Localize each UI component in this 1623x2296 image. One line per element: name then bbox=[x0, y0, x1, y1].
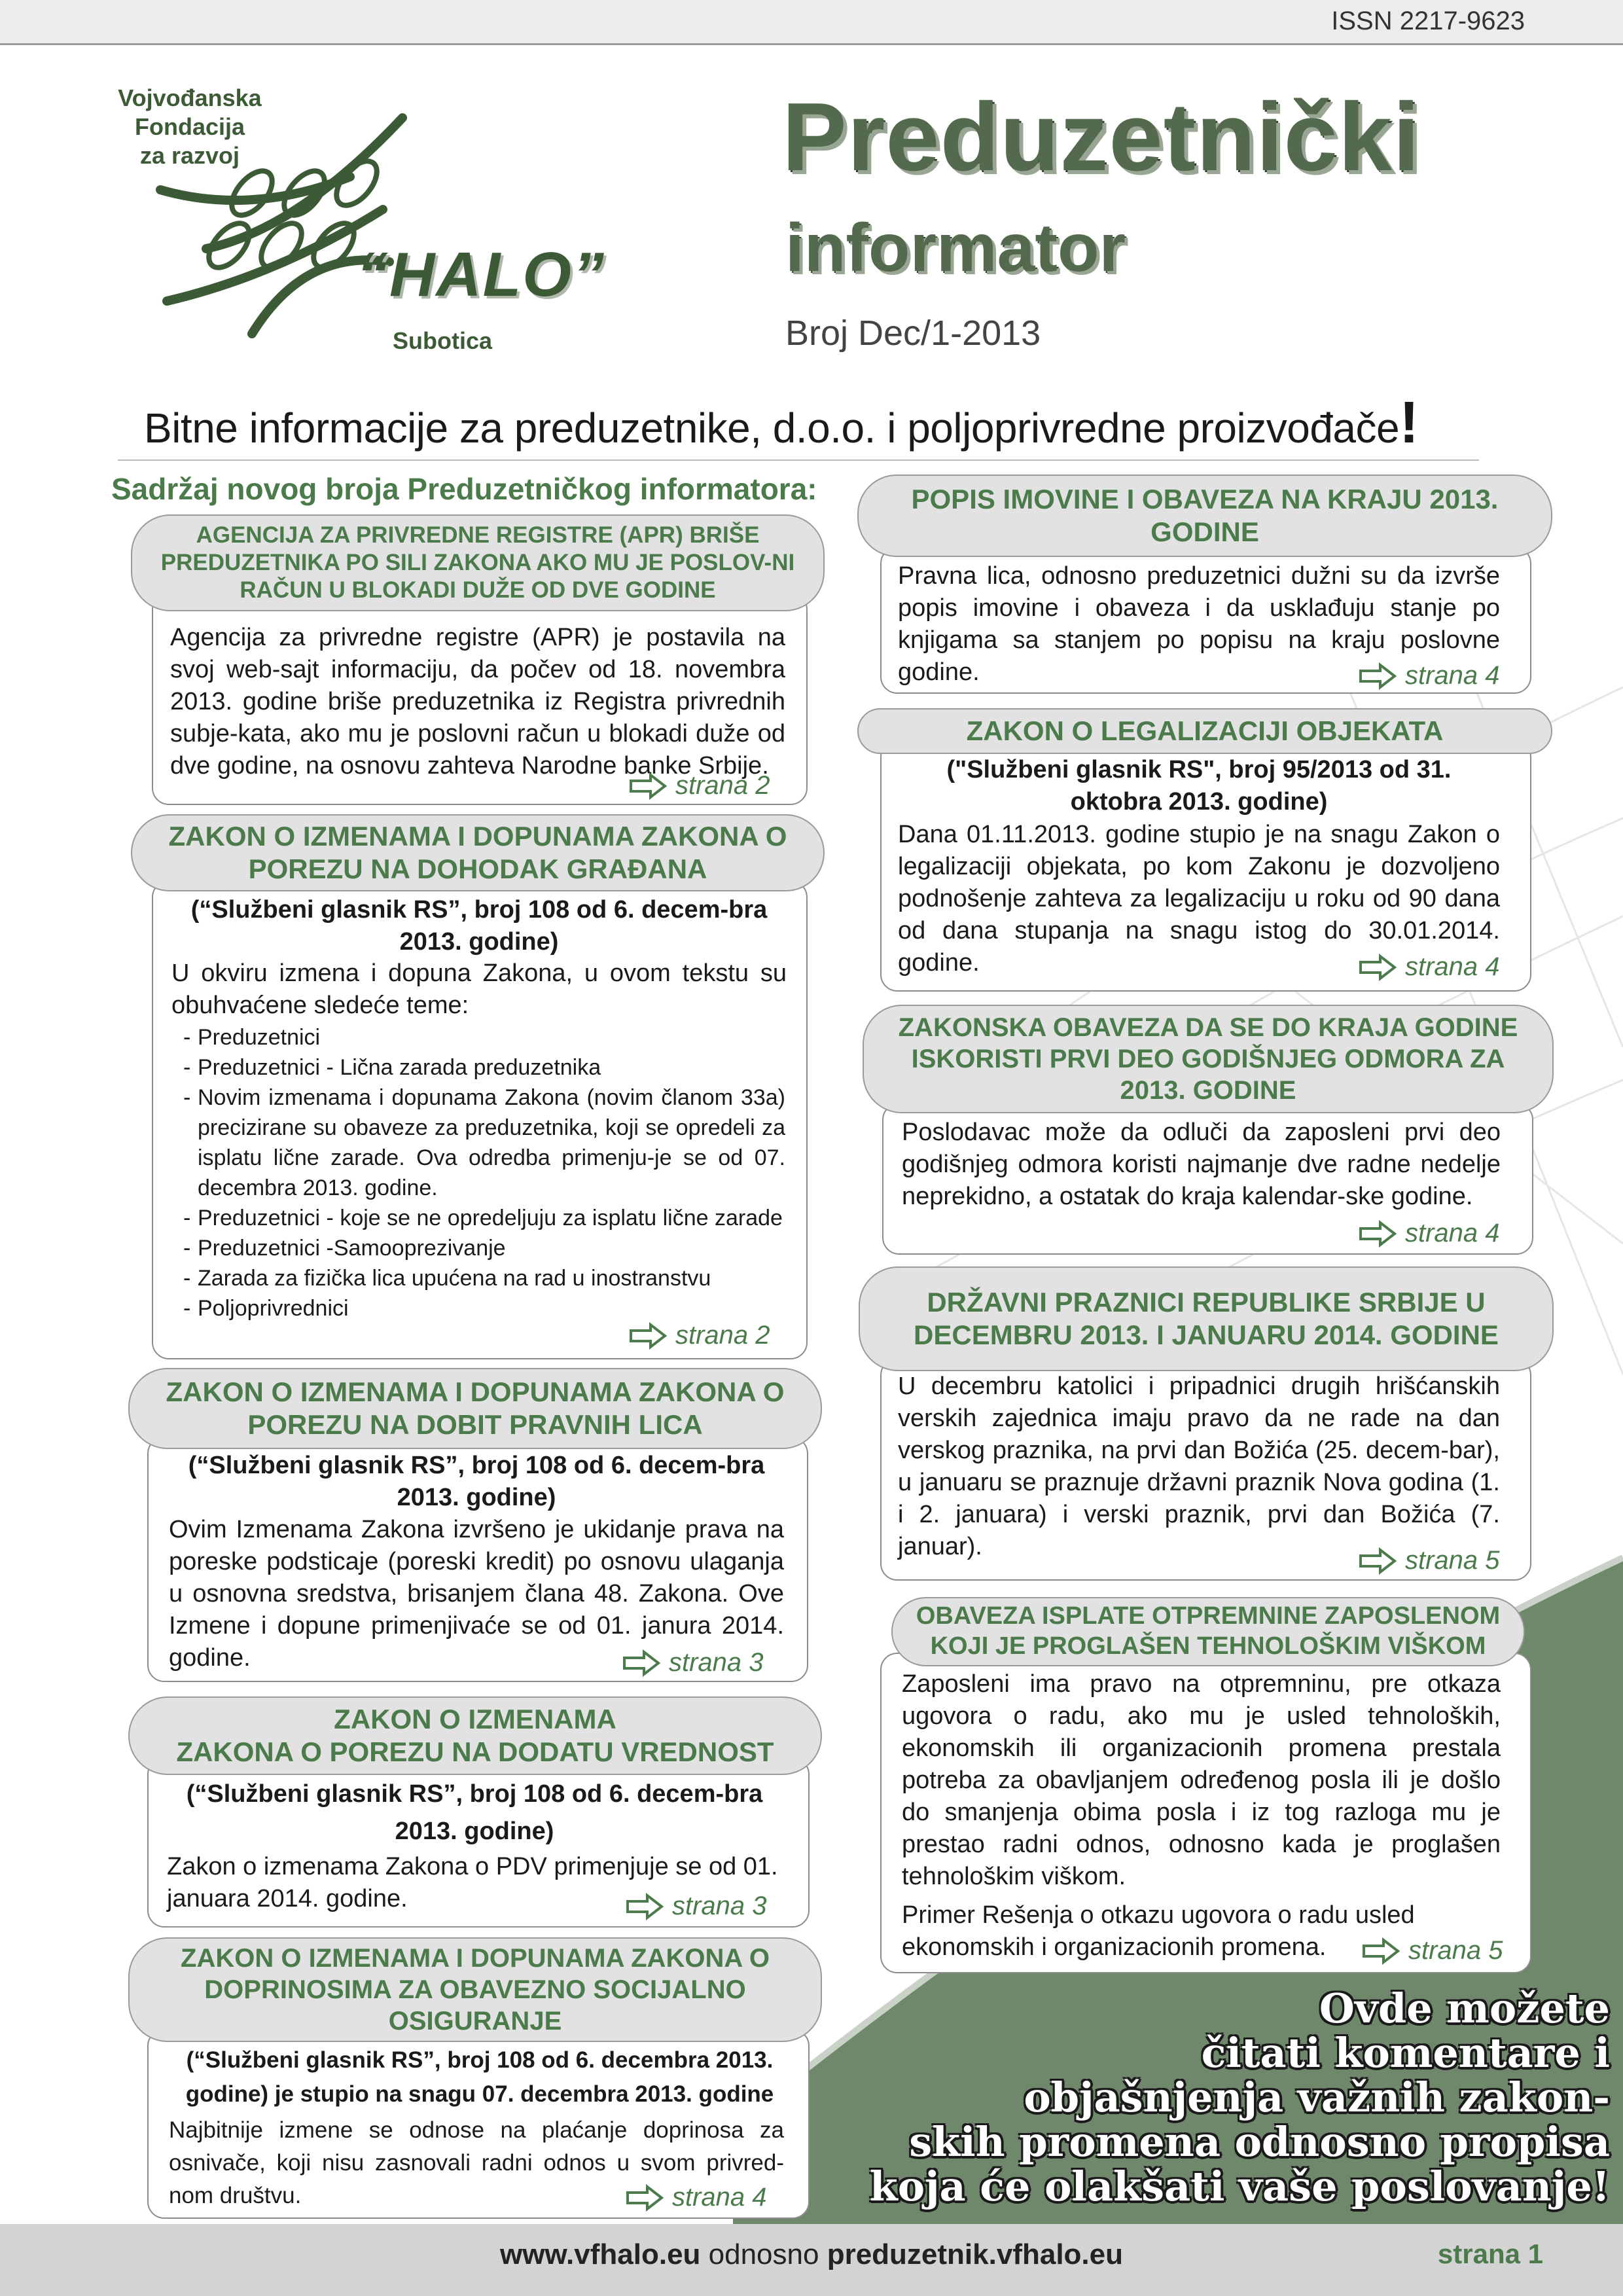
article-title-otpremnina[interactable]: OBAVEZA ISPLATE OTPREMNINE ZAPOSLENOM KOJI JE PROGLAŠEN TEHNOLOŠKIM VIŠKOM bbox=[891, 1597, 1525, 1666]
article-text-pdv: Zakon o izmenama Zakona o PDV primenjuje se od 01. januara 2014. godine. bbox=[167, 1853, 778, 1912]
article-title-praznici[interactable]: DRŽAVNI PRAZNICI REPUBLIKE SRBIJE U DECEMBRU 2013. I JANUARU 2014. GODINE bbox=[859, 1266, 1554, 1371]
article-source-legalizacija: ("Službeni glasnik RS", broj 95/2013 od 31. oktobra 2013. godine) bbox=[946, 756, 1452, 816]
article-source-doprinosi: (“Službeni glasnik RS”, broj 108 od 6. decembra 2013. godine) je stupio na snagu 07. decembra 2013. godine bbox=[185, 2047, 774, 2107]
arrow-right-icon bbox=[628, 772, 668, 800]
page-link-odmor[interactable]: strana 4 bbox=[1358, 1219, 1500, 1248]
website-link[interactable]: www.vfhalo.eu bbox=[500, 2238, 701, 2270]
article-text-otpremnina: Zaposleni ima pravo na otpremninu, pre otkaza ugovora o radu, ako mu je usled tehnoloških, ekonomskih ili organizacionih promena prestala potreba za obavljanjem određenog posla ili je došlo do smanjenja obima posla i iz tog razloga mu je prestao radni odnos, odnosno kada je proglašen tehnološkim viškom. bbox=[902, 1670, 1501, 1890]
page-link-doprinosi[interactable]: strana 4 bbox=[625, 2183, 767, 2212]
page-link-apr[interactable]: strana 2 bbox=[628, 771, 770, 800]
issue-number: Broj Dec/1-2013 bbox=[785, 314, 1041, 353]
org-halo-wordmark: “HALO” bbox=[357, 240, 605, 310]
article-title-pdv[interactable]: ZAKON O IZMENAMA ZAKONA O POREZU NA DODATU VREDNOST bbox=[128, 1696, 822, 1775]
org-name-top: Vojvođanska Fondacija za razvoj bbox=[118, 84, 262, 169]
issn: ISSN 2217-9623 bbox=[1331, 7, 1525, 35]
footer-urls: www.vfhalo.eu odnosno preduzetnik.vfhalo.eu bbox=[500, 2238, 1123, 2270]
page-link-legalizacija[interactable]: strana 4 bbox=[1358, 952, 1500, 982]
list-item: - Poljoprivrednici bbox=[182, 1293, 785, 1323]
list-item: - Preduzetnici -Samooprezivanje bbox=[182, 1233, 785, 1263]
promo-text: Ovde možete čitati komentare i objašnjenja važnih zakon- skih promena odnosno propisa koja će olakšati vaše poslovanje! bbox=[869, 1984, 1610, 2210]
arrow-right-icon bbox=[1361, 1937, 1400, 1965]
list-item: - Preduzetnici bbox=[182, 1022, 785, 1052]
article-text-odmor: Poslodavac može da odluči da zaposleni prvi deo godišnjeg odmora koristi najmanje dve radne nedelje neprekidno, a ostatak do kraja kalendar-ske godine. bbox=[902, 1119, 1501, 1210]
arrow-right-icon bbox=[1358, 1547, 1397, 1575]
article-text-apr: Agencija za privredne registre (APR) je postavila na svoj web-sajt informaciju, da počev od 18. novembra 2013. godine briše preduzetnika iz Registra privrednih subje-kata, ako mu je poslovni račun u blokadi duže od dve godine, na osnovu zahteva Narodne banke Srbije. bbox=[170, 624, 785, 780]
article-text-dobit: Ovim Izmenama Zakona izvršeno je ukidanje prava na poreske podsticaje (poreski kredit) po osnovu ulaganja u osnovna sredstva, brisanjem člana 48. Zakona. Ove Izmene i dopune primenjivaće se od 01. janura 2014. godine. bbox=[169, 1516, 784, 1672]
article-title-odmor[interactable]: ZAKONSKA OBAVEZA DA SE DO KRAJA GODINE ISKORISTI PRVI DEO GODIŠNJEG ODMORA ZA 2013. GODINE bbox=[863, 1005, 1554, 1113]
tagline: Bitne informacije za preduzetnike, d.o.o. i poljoprivredne proizvođače! bbox=[144, 390, 1419, 456]
list-item: - Preduzetnici - koje se ne opredeljuju za isplatu lične zarade bbox=[182, 1203, 785, 1233]
arrow-right-icon bbox=[625, 2184, 664, 2212]
article-title-popis[interactable]: POPIS IMOVINE I OBAVEZA NA KRAJU 2013. GODINE bbox=[857, 475, 1552, 557]
article-source-dohodak: (“Službeni glasnik RS”, broj 108 od 6. decem-bra 2013. godine) bbox=[190, 896, 768, 956]
website-link-2[interactable]: preduzetnik.vfhalo.eu bbox=[827, 2238, 1123, 2270]
page-link-dobit[interactable]: strana 3 bbox=[622, 1648, 764, 1677]
org-city: Subotica bbox=[393, 327, 493, 354]
arrow-right-icon bbox=[625, 1893, 664, 1920]
article-text-doprinosi: Najbitnije izmene se odnose na plaćanje doprinosa za osnivače, koji nisu zasnovali radni odnos u svom privred-nom društvu. bbox=[169, 2117, 784, 2208]
arrow-right-icon bbox=[1358, 662, 1397, 690]
article-title-apr[interactable]: AGENCIJA ZA PRIVREDNE REGISTRE (APR) BRIŠE PREDUZETNIKA PO SILI ZAKONA AKO MU JE POSLOV-NI RAČUN U BLOKADI DUŽE OD DVE GODINE bbox=[131, 514, 825, 611]
article-title-dohodak[interactable]: ZAKON O IZMENAMA I DOPUNAMA ZAKONA O POREZU NA DOHODAK GRAĐANA bbox=[131, 814, 825, 891]
article-intro-dohodak: U okviru izmena i dopuna Zakona, u ovom tekstu su obuhvaćene sledeće teme: bbox=[171, 960, 787, 1019]
page-link-otpremnina[interactable]: strana 5 bbox=[1361, 1936, 1503, 1965]
article-title-doprinosi[interactable]: ZAKON O IZMENAMA I DOPUNAMA ZAKONA O DOPRINOSIMA ZA OBAVEZNO SOCIJALNO OSIGURANJE bbox=[128, 1937, 822, 2042]
topic-list bbox=[182, 1022, 785, 1323]
article-title-dobit[interactable]: ZAKON O IZMENAMA I DOPUNAMA ZAKONA O POREZU NA DOBIT PRAVNIH LICA bbox=[128, 1368, 822, 1449]
arrow-right-icon bbox=[1358, 954, 1397, 981]
article-title-legalizacija[interactable]: ZAKON O LEGALIZACIJI OBJEKATA bbox=[857, 708, 1552, 754]
page-number: strana 1 bbox=[1437, 2238, 1543, 2269]
title-line1: Preduzetnički bbox=[782, 83, 1421, 191]
page-link-popis[interactable]: strana 4 bbox=[1358, 661, 1500, 691]
contents-heading: Sadržaj novog broja Preduzetničkog informatora: bbox=[111, 472, 817, 506]
list-item: - Zarada za fizička lica upućena na rad u inostranstvu bbox=[182, 1263, 785, 1293]
arrow-right-icon bbox=[1358, 1220, 1397, 1247]
page-link-dohodak[interactable]: strana 2 bbox=[628, 1321, 770, 1350]
article-text-praznici: U decembru katolici i pripadnici drugih hrišćanskih verskih zajednica imaju pravo da ne rade na dan verskog praznika, na prvi dan Božića (25. decem-bar), u januaru se praznuje državni praznik Nova godina (1. i 2. januara) i verski praznik, prvi dan Božića (7. januar). bbox=[898, 1372, 1500, 1560]
article-text2-otpremnina: Primer Rešenja o otkazu ugovora o radu usled ekonomskih i organizacionih promena. bbox=[902, 1901, 1415, 1961]
arrow-right-icon bbox=[622, 1649, 661, 1677]
page-link-praznici[interactable]: strana 5 bbox=[1358, 1546, 1500, 1575]
article-text-legalizacija: Dana 01.11.2013. godine stupio je na snagu Zakon o legalizaciji objekata, po kom Zakonu je dozvoljeno podnošenje zahteva za legalizaciju u roku od 90 dana od dana stupanja na snagu istog do 30.01.2014. godine. bbox=[898, 821, 1500, 977]
title-line2: informator bbox=[785, 210, 1126, 286]
arrow-right-icon bbox=[628, 1322, 668, 1350]
article-source-dobit: (“Službeni glasnik RS”, broj 108 od 6. decem-bra 2013. godine) bbox=[188, 1452, 765, 1511]
article-source-pdv: (“Službeni glasnik RS”, broj 108 od 6. decem-bra 2013. godine) bbox=[186, 1780, 763, 1845]
list-item: - Preduzetnici - Lična zarada preduzetnika bbox=[182, 1052, 785, 1083]
list-item: - Novim izmenama i dopunama Zakona (novim članom 33a) precizirane su obaveze za preduzetnika, koji se opredeli za isplatu lične zarade. Ova odredba primenju-je se od 07. decembra 2013. godine. bbox=[182, 1083, 785, 1203]
page-link-pdv[interactable]: strana 3 bbox=[625, 1892, 767, 1921]
article-text-popis: Pravna lica, odnosno preduzetnici dužni su da izvrše popis imovine i obaveza i da usklađuju stanje po knjigama sa stanjem po popisu na kraju poslovne godine. bbox=[898, 562, 1500, 686]
divider bbox=[118, 459, 1479, 461]
